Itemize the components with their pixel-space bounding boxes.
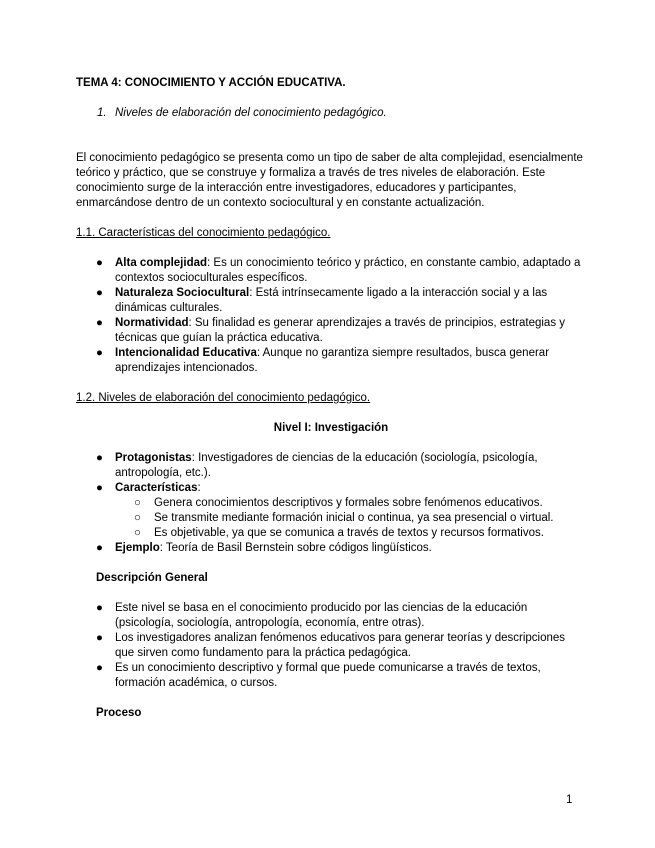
section-1-1-heading: 1.1. Características del conocimiento pedagógico. bbox=[76, 227, 331, 239]
level-title: Nivel I: Investigación bbox=[273, 422, 389, 434]
list-item bbox=[76, 256, 586, 286]
characteristics-list bbox=[76, 256, 586, 376]
list-item-text: : Es un conocimiento teórico y práctico, en constante cambio, adaptado a contextos socioculturales específicos. bbox=[115, 257, 581, 284]
list-item-text: : Está intrínsecamente ligado a la interacción social y a las dinámicas culturales. bbox=[115, 287, 548, 314]
list-item bbox=[76, 661, 586, 691]
process-heading: Proceso bbox=[96, 707, 142, 719]
sublist-item bbox=[115, 526, 586, 541]
bullet-icon: ● bbox=[96, 347, 103, 359]
page-content bbox=[76, 76, 586, 721]
list-item bbox=[76, 286, 586, 316]
sublist-item bbox=[115, 511, 586, 526]
list-item-term: Protagonistas bbox=[115, 452, 192, 464]
bullet-icon: ● bbox=[96, 317, 103, 329]
bullet-icon: ● bbox=[96, 257, 103, 269]
sublist-item bbox=[115, 496, 586, 511]
list-item bbox=[76, 631, 586, 661]
list-item bbox=[76, 481, 586, 541]
description-list bbox=[76, 601, 586, 691]
list-item-term: Normatividad bbox=[115, 317, 189, 329]
document-title: TEMA 4: CONOCIMIENTO Y ACCIÓN EDUCATIVA. bbox=[76, 77, 346, 89]
list-item bbox=[76, 316, 586, 346]
numbered-heading bbox=[97, 106, 586, 121]
list-item-text: : Aunque no garantiza siempre resultados, busca generar aprendizajes intencionados. bbox=[115, 347, 550, 374]
bullet-icon: ● bbox=[96, 632, 103, 644]
list-item bbox=[76, 346, 586, 376]
circle-bullet-icon: ○ bbox=[134, 527, 141, 539]
level-details-list bbox=[76, 451, 586, 556]
list-item-text: : Investigadores de ciencias de la educación (sociología, psicología, antropología, etc.). bbox=[115, 452, 538, 479]
sublist-item-text: Se transmite mediante formación inicial o continua, ya sea presencial o virtual. bbox=[154, 512, 554, 524]
list-item-text: : bbox=[197, 482, 201, 494]
characteristics-sublist bbox=[115, 496, 586, 541]
numbered-heading-text: Niveles de elaboración del conocimiento pedagógico. bbox=[115, 107, 387, 119]
list-item-term: Intencionalidad Educativa bbox=[115, 347, 257, 359]
list-item-term: Características bbox=[115, 482, 198, 494]
section-1-2-heading: 1.2. Niveles de elaboración del conocimiento pedagógico. bbox=[76, 392, 371, 404]
bullet-icon: ● bbox=[96, 602, 103, 614]
bullet-icon: ● bbox=[96, 662, 103, 674]
circle-bullet-icon: ○ bbox=[134, 497, 141, 509]
sublist-item-text: Es objetivable, ya que se comunica a través de textos y recursos formativos. bbox=[154, 527, 544, 539]
bullet-icon: ● bbox=[96, 452, 103, 464]
list-item-text: : Su finalidad es generar aprendizajes a través de principios, estrategias y técnicas que guían la práctica educativa. bbox=[115, 317, 566, 344]
page-number: 1 bbox=[566, 794, 573, 806]
list-item-term: Ejemplo bbox=[115, 542, 160, 554]
intro-paragraph: El conocimiento pedagógico se presenta como un tipo de saber de alta complejidad, esencialmente teórico y práctico, que se construye y formaliza a través de tres niveles de elaboración. Este conocimiento surge de la interacción entre investigadores, educadores y participantes, enmarcándose dentro de un contexto sociocultural y en constante actualización. bbox=[76, 152, 583, 209]
description-heading: Descripción General bbox=[96, 572, 208, 584]
list-item bbox=[76, 601, 586, 631]
list-item-text: : Teoría de Basil Bernstein sobre códigos lingüísticos. bbox=[159, 542, 432, 554]
sublist-item-text: Genera conocimientos descriptivos y formales sobre fenómenos educativos. bbox=[154, 497, 543, 509]
list-item-text: Este nivel se basa en el conocimiento producido por las ciencias de la educación (psicología, sociología, antropología, economía, entre otras). bbox=[115, 602, 528, 629]
list-item-text: Es un conocimiento descriptivo y formal que puede comunicarse a través de textos, formación académica, o cursos. bbox=[115, 662, 541, 689]
numbered-heading-number: 1. bbox=[97, 107, 107, 119]
bullet-icon: ● bbox=[96, 287, 103, 299]
list-item-term: Naturaleza Sociocultural bbox=[115, 287, 250, 299]
bullet-icon: ● bbox=[96, 542, 103, 554]
list-item-term: Alta complejidad bbox=[115, 257, 208, 269]
list-item bbox=[76, 451, 586, 481]
list-item-text: Los investigadores analizan fenómenos educativos para generar teorías y descripciones que sirven como fundamento para la práctica pedagógica. bbox=[115, 632, 566, 659]
list-item bbox=[76, 541, 586, 556]
bullet-icon: ● bbox=[96, 482, 103, 494]
circle-bullet-icon: ○ bbox=[134, 512, 141, 524]
